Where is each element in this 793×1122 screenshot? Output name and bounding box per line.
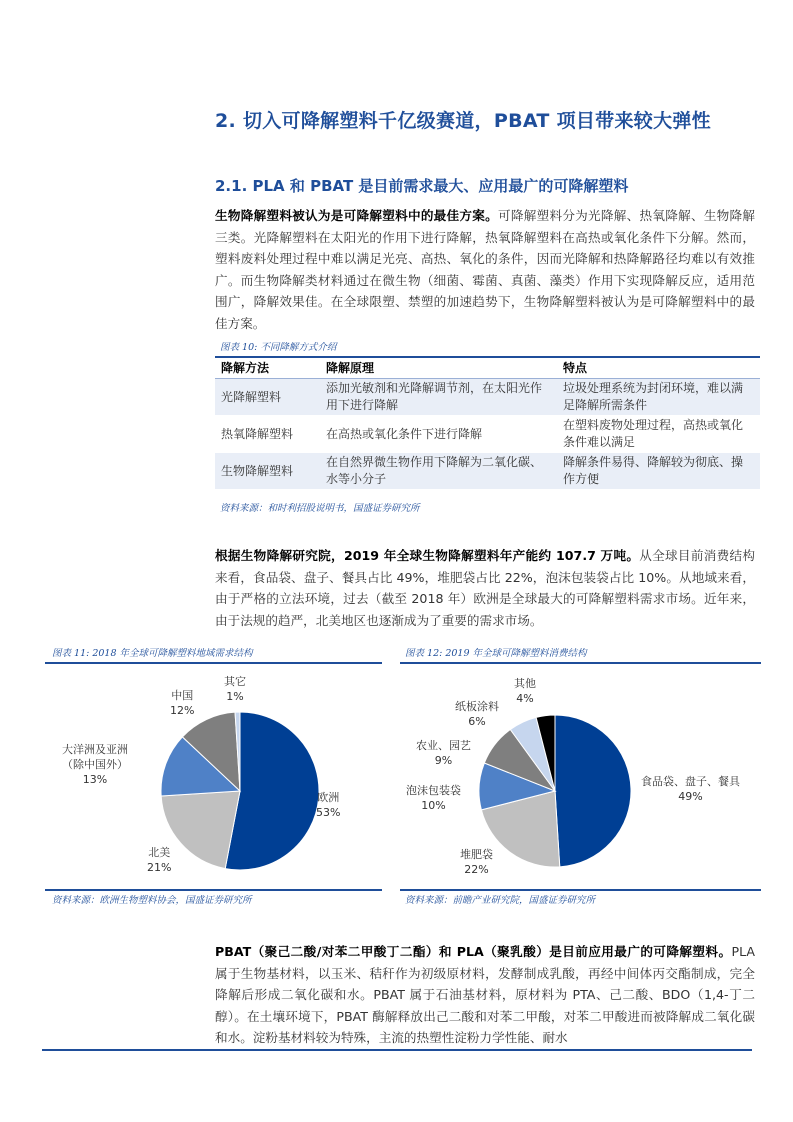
table-header-row: [215, 357, 760, 379]
chart1-source: 资料来源：欧洲生物塑料协会，国盛证券研究所: [52, 895, 252, 906]
pie1-label: 其它 1%: [224, 675, 246, 703]
paragraph-2-text: 从全球目前消费结构来看，食品袋、盘子、餐具占比 49%，堆肥袋占比 22%，泡沫包装袋占比 10%。从地域来看，由于严格的立法环境，过去（截至 2018 年）欧洲是全球最大的可降解塑料需求市场。近年来，由于法规的趋严，北美地区也逐渐成为了重要的需求市场。: [215, 548, 755, 628]
pie1-label: 北美 21%: [147, 846, 172, 874]
pie2-label: 泡沫包装袋 10%: [406, 784, 461, 812]
table-cell: 在高热或氧化条件下进行降解: [320, 416, 557, 453]
table-caption: 图表 10: 不同降解方式介绍: [220, 342, 337, 353]
footer-rule: [42, 1049, 752, 1051]
section-heading: 2. 切入可降解塑料千亿级赛道，PBAT 项目带来较大弹性: [215, 110, 711, 132]
table-cell: 垃圾处理系统为封闭环境，难以满足降解所需条件: [557, 379, 760, 416]
chart2-bottom-rule: [400, 889, 761, 891]
table-cell: 在塑料废物处理过程，高热或氧化条件难以满足: [557, 416, 760, 453]
pie2-label: 农业、园艺 9%: [416, 739, 471, 767]
table-row: [215, 379, 760, 416]
pie1-label: 欧洲 53%: [316, 791, 341, 819]
chart2-source: 资料来源：前瞻产业研究院，国盛证券研究所: [405, 895, 596, 906]
table-cell: 添加光敏剂和光降解调节剂，在太阳光作用下进行降解: [320, 379, 557, 416]
paragraph-3: [215, 941, 755, 1049]
table-source: 资料来源：和时利招股说明书，国盛证券研究所: [220, 503, 420, 514]
table-cell: 降解条件易得、降解较为彻底、操作方便: [557, 453, 760, 490]
chart2-title: 图表 12: 2019 年全球可降解塑料消费结构: [405, 648, 587, 659]
chart1-title: 图表 11: 2018 年全球可降解塑料地域需求结构: [52, 648, 253, 659]
pie-slice: [555, 715, 631, 867]
paragraph-1-text: 可降解塑料分为光降解、热氧降解、生物降解三类。光降解塑料在太阳光的作用下进行降解，热氧降解塑料在高热或氧化条件下分解。然而，塑料废料处理过程中难以满足光亮、高热、氧化的条件，因而光降解和热降解路径均难以有效推广。而生物降解类材料通过在微生物（细菌、霉菌、真菌、藻类）作用下实现降解反应，适用范围广，降解效果佳。在全球限塑、禁塑的加速趋势下，生物降解塑料被认为是可降解塑料中的最佳方案。: [215, 208, 756, 331]
table-row: [215, 453, 760, 490]
chart1-bottom-rule: [45, 889, 382, 891]
paragraph-2: [215, 545, 755, 631]
chart2-top-rule: [400, 662, 761, 664]
paragraph-1: [215, 205, 755, 335]
paragraph-1-lead: 生物降解塑料被认为是可降解塑料中的最佳方案。: [215, 208, 498, 223]
paragraph-2-lead: 根据生物降解研究院，2019 年全球生物降解塑料年产能约 107.7 万吨。: [215, 548, 640, 563]
chart1-top-rule: [45, 662, 382, 664]
paragraph-3-lead: PBAT（聚己二酸/对苯二甲酸丁二酯）和 PLA（聚乳酸）是目前应用最广的可降解塑料。: [215, 944, 732, 959]
pie2-label: 食品袋、盘子、餐具 49%: [641, 775, 740, 803]
degradation-table: [215, 356, 760, 490]
table-row: [215, 416, 760, 453]
pie1-label: 中国 12%: [170, 689, 195, 717]
table-cell: 在自然界微生物作用下降解为二氧化碳、水等小分子: [320, 453, 557, 490]
pie1-label: 大洋洲及亚洲 （除中国外） 13%: [62, 743, 128, 786]
pie2-label: 堆肥袋 22%: [460, 848, 493, 876]
table-cell: 光降解塑料: [215, 379, 320, 416]
table-header: 特点: [557, 357, 760, 379]
subsection-heading: 2.1. PLA 和 PBAT 是目前需求最大、应用最广的可降解塑料: [215, 177, 629, 195]
table-cell: 热氧降解塑料: [215, 416, 320, 453]
table-cell: 生物降解塑料: [215, 453, 320, 490]
table-header: 降解方法: [215, 357, 320, 379]
pie2-label: 其他 4%: [514, 677, 536, 705]
pie2-label: 纸板涂料 6%: [455, 700, 499, 728]
table-header: 降解原理: [320, 357, 557, 379]
paragraph-3-text: PLA 属于生物基材料，以玉米、秸秆作为初级原材料，发酵制成乳酸，再经中间体丙交酯制成，完全降解后形成二氧化碳和水。PBAT 属于石油基材料，原材料为 PTA、己二酸、BDO（1,4-丁二醇）。在土壤环境下，PBAT 酶解释放出己二酸和对苯二甲酸，对苯二甲酸进而被降解成二氧化碳和水。淀粉基材料较为特殊，主流的热塑性淀粉力学性能、耐水: [215, 944, 755, 1046]
